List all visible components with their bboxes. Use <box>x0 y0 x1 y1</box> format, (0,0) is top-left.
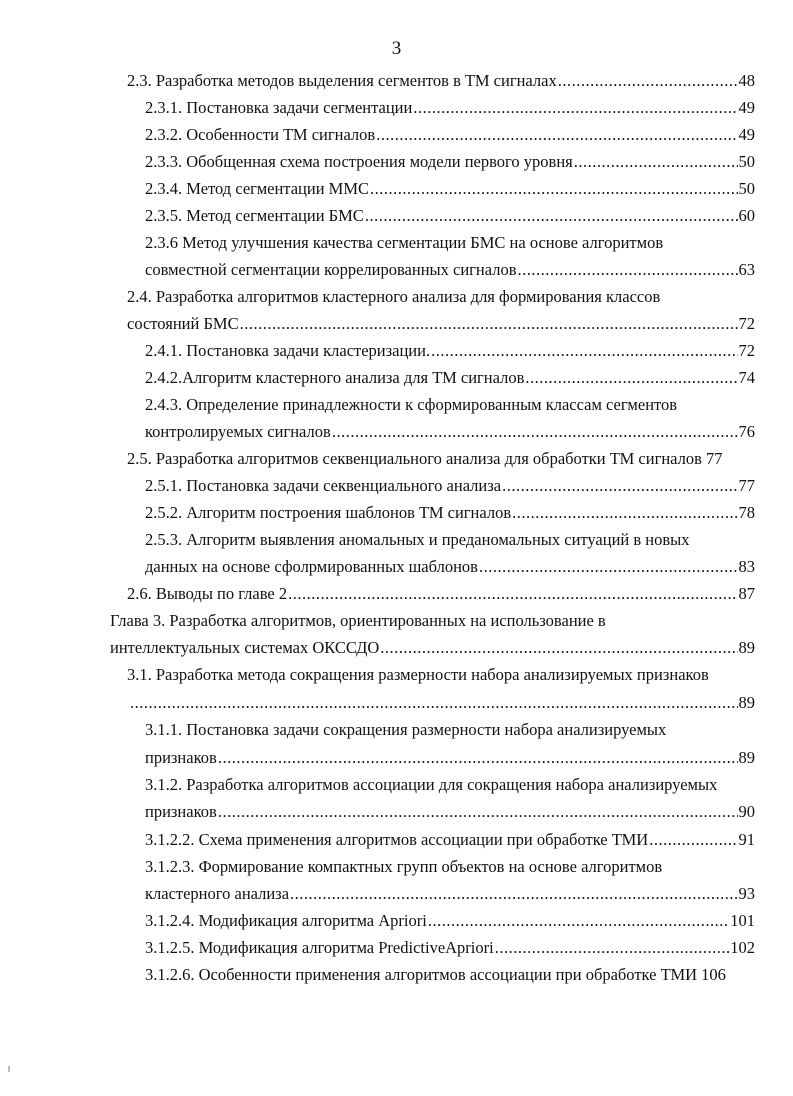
toc-entry-page: 90 <box>738 802 755 821</box>
toc-leader <box>431 337 737 364</box>
toc-entry-title: кластерного анализа <box>145 884 290 903</box>
toc-entry <box>145 526 755 553</box>
toc-entry-page: 74 <box>738 368 755 387</box>
toc-entry <box>145 798 755 825</box>
toc-leader <box>518 256 738 283</box>
toc-entry-title: совместной сегментации коррелированных сигналов <box>145 260 517 279</box>
toc-entry <box>145 907 755 934</box>
toc-entry <box>145 202 755 229</box>
toc-entry-page: 91 <box>738 830 755 849</box>
toc-entry-title: 2.3.3. Обобщенная схема построения модели первого уровня <box>145 152 573 171</box>
toc-entry <box>110 607 755 634</box>
toc-entry-title: 2.4.1. Постановка задачи кластеризации. <box>145 341 431 360</box>
toc-entry <box>145 148 755 175</box>
toc-leader <box>574 148 738 175</box>
toc-entry-page: 83 <box>738 557 755 576</box>
toc-entry-page: 72 <box>738 341 755 360</box>
toc-entry-title: 2.3.4. Метод сегментации ММС <box>145 179 370 198</box>
toc-entry <box>145 961 755 988</box>
toc-leader <box>288 580 737 607</box>
scan-mark <box>8 1066 10 1072</box>
toc-entry-title: 2.3.1. Постановка задачи сегментации <box>145 98 413 117</box>
toc-entry-title: 2.5. Разработка алгоритмов секвенциального анализа для обработки ТМ сигналов 77 <box>127 449 723 468</box>
toc-leader <box>479 553 738 580</box>
toc-leader <box>130 689 738 716</box>
toc-leader <box>558 67 738 94</box>
toc-leader <box>649 826 737 853</box>
toc-entry-page: 60 <box>738 206 755 225</box>
toc-entry <box>145 391 755 418</box>
toc-leader <box>218 798 738 825</box>
toc-entry-page: 89 <box>738 693 755 712</box>
toc-entry-title: 2.3.5. Метод сегментации БМС <box>145 206 364 225</box>
toc-entry-title: 3.1.2.2. Схема применения алгоритмов ассоциации при обработке ТМИ <box>145 830 649 849</box>
toc-entry-page: 49 <box>738 125 755 144</box>
toc-entry-page: 102 <box>730 938 755 957</box>
toc-entry <box>145 771 755 798</box>
toc-entry-title: 2.5.1. Постановка задачи секвенциального анализа <box>145 476 502 495</box>
toc-entry-page: 63 <box>738 260 755 279</box>
toc-entry-page: 87 <box>738 584 755 603</box>
toc-leader <box>376 121 737 148</box>
toc-entry-title: 3.1. Разработка метода сокращения размерности набора анализируемых признаков <box>127 665 709 684</box>
toc-entry <box>145 744 755 771</box>
toc-entry <box>129 689 755 716</box>
toc-entry <box>145 418 755 445</box>
toc-entry <box>145 337 755 364</box>
toc-entry <box>145 499 755 526</box>
toc-entry <box>145 934 755 961</box>
toc-entry-title: 2.5.3. Алгоритм выявления аномальных и преданомальных ситуаций в новых <box>145 530 690 549</box>
toc-entry-title: 3.1.1. Постановка задачи сокращения размерности набора анализируемых <box>145 720 667 739</box>
toc-entry <box>127 283 755 310</box>
toc-entry-title: Глава 3. Разработка алгоритмов, ориентированных на использование в <box>110 611 606 630</box>
toc-leader <box>380 634 737 661</box>
toc-entry <box>145 553 755 580</box>
toc-entry-page: 72 <box>738 314 755 333</box>
toc-entry-title: контролируемых сигналов <box>145 422 331 441</box>
toc-entry <box>145 826 755 853</box>
toc-leader <box>370 175 737 202</box>
toc-entry <box>127 445 755 472</box>
toc-entry <box>145 121 755 148</box>
toc-entry <box>145 472 755 499</box>
toc-entry <box>145 229 755 256</box>
toc-entry-title: 2.4.2.Алгоритм кластерного анализа для ТМ сигналов <box>145 368 525 387</box>
toc-leader <box>218 744 738 771</box>
toc-leader <box>413 94 737 121</box>
toc-entry-page: 48 <box>738 71 755 90</box>
page-number: 3 <box>391 38 402 59</box>
toc-leader <box>495 934 730 961</box>
toc-entry <box>127 580 755 607</box>
toc-leader <box>502 472 737 499</box>
toc-leader <box>240 310 738 337</box>
toc-entry-page: 93 <box>738 884 755 903</box>
toc-entry-title: данных на основе сфолрмированных шаблонов <box>145 557 478 576</box>
toc-entry <box>145 853 755 880</box>
toc-entry <box>145 94 755 121</box>
toc-entry <box>145 175 755 202</box>
toc-entry <box>110 634 755 661</box>
toc-entry-title: 2.3.2. Особенности ТМ сигналов <box>145 125 376 144</box>
toc-entry-page: 89 <box>738 638 755 657</box>
toc-entry-title: 2.3.6 Метод улучшения качества сегментации БМС на основе алгоритмов <box>145 233 664 252</box>
toc-entry-title: признаков <box>145 748 217 767</box>
toc-leader <box>525 364 737 391</box>
toc-entry-title: 2.4.3. Определение принадлежности к сформированным классам сегментов <box>145 395 678 414</box>
toc-entry-page: 77 <box>738 476 755 495</box>
toc-entry <box>145 880 755 907</box>
toc-entry <box>127 67 755 94</box>
toc-entry-title: признаков <box>145 802 217 821</box>
toc-entry <box>145 364 755 391</box>
toc-entry-page: 49 <box>738 98 755 117</box>
toc-entry-title: 3.1.2.5. Модификация алгоритма PredictiveApriori <box>145 938 494 957</box>
toc-entry-page: 89 <box>738 748 755 767</box>
toc-entry-title: 2.6. Выводы по главе 2 <box>127 584 288 603</box>
toc-leader <box>332 418 738 445</box>
toc-leader <box>428 907 729 934</box>
toc-entry-title: 2.5.2. Алгоритм построения шаблонов ТМ сигналов <box>145 503 512 522</box>
toc-entry <box>127 661 755 688</box>
toc-entry-title: интеллектуальных системах ОКССДО <box>110 638 380 657</box>
toc-entry-page: 78 <box>738 503 755 522</box>
toc-entry-page: 50 <box>738 179 755 198</box>
toc-entry-title: состояний БМС <box>127 314 239 333</box>
toc-leader <box>290 880 737 907</box>
toc-entry-title: 2.3. Разработка методов выделения сегментов в ТМ сигналах <box>127 71 557 90</box>
toc-entry-title: 3.1.2.6. Особенности применения алгоритмов ассоциации при обработке ТМИ 106 <box>145 965 726 984</box>
toc-entry-page: 76 <box>738 422 755 441</box>
toc-entry <box>127 310 755 337</box>
toc-entry <box>145 716 755 743</box>
toc-entry-page: 101 <box>730 911 755 930</box>
toc-entry-page: 50 <box>738 152 755 171</box>
toc-entry <box>145 256 755 283</box>
toc-entry-title: 3.1.2. Разработка алгоритмов ассоциации для сокращения набора анализируемых <box>145 775 718 794</box>
toc-leader <box>512 499 737 526</box>
toc-entry-title: 3.1.2.4. Модификация алгоритма Apriori <box>145 911 427 930</box>
toc-leader <box>365 202 738 229</box>
toc-entry-title: 2.4. Разработка алгоритмов кластерного анализа для формирования классов <box>127 287 661 306</box>
toc-entry-title: 3.1.2.3. Формирование компактных групп объектов на основе алгоритмов <box>145 857 663 876</box>
